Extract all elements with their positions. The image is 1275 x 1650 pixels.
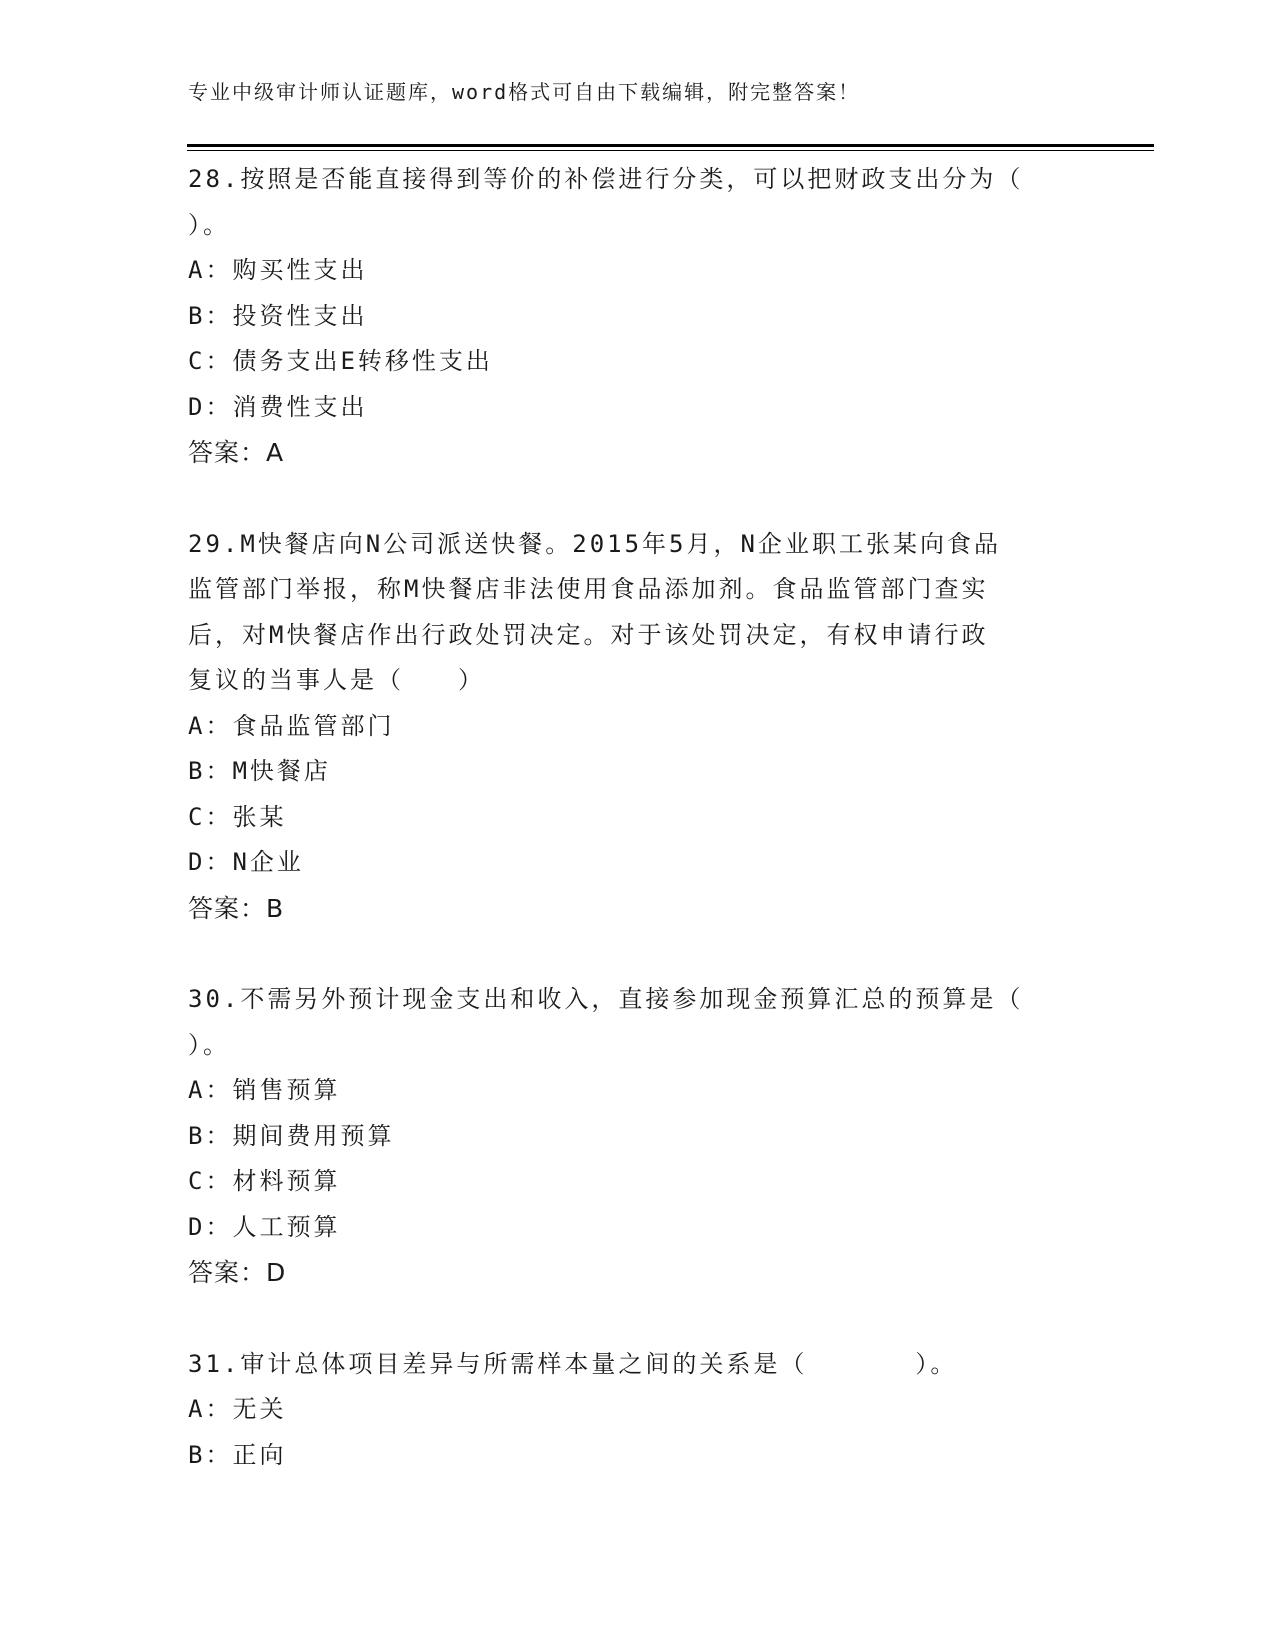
header-rule-thick xyxy=(187,144,1154,147)
header-rule-thin xyxy=(187,150,1154,151)
option-c: C：张某 xyxy=(188,802,287,831)
option-b: B：投资性支出 xyxy=(188,301,368,330)
option-b: B：期间费用预算 xyxy=(188,1121,395,1150)
question-29 xyxy=(188,522,1088,932)
question-text-line: 复议的当事人是（ ） xyxy=(188,666,485,694)
question-spacer xyxy=(188,1296,1088,1342)
option-b: B：正向 xyxy=(188,1440,287,1469)
question-text-line: 28.按照是否能直接得到等价的补偿进行分类，可以把财政支出分为（ xyxy=(188,165,1024,193)
option-d: D：N企业 xyxy=(188,848,304,876)
option-c: C：材料预算 xyxy=(188,1167,341,1195)
option-d: D：消费性支出 xyxy=(188,392,368,421)
answer-line: 答案：A xyxy=(188,438,285,467)
answer-line: 答案：D xyxy=(188,1258,287,1287)
question-text-line: 29.M快餐店向N公司派送快餐。2015年5月，N企业职工张某向食品 xyxy=(188,529,1001,558)
question-30 xyxy=(188,977,1088,1296)
question-text-line: 31.审计总体项目差异与所需样本量之间的关系是（ ）。 xyxy=(188,1349,958,1378)
question-spacer xyxy=(188,476,1088,522)
option-a: A：销售预算 xyxy=(188,1076,341,1104)
option-a: A：购买性支出 xyxy=(188,256,368,284)
header-note: 专业中级审计师认证题库，word格式可自由下载编辑，附完整答案！ xyxy=(188,80,861,104)
answer-line: 答案：B xyxy=(188,893,285,923)
question-28 xyxy=(188,157,1088,476)
question-text-line: 监管部门举报，称M快餐店非法使用食品添加剂。食品监管部门查实 xyxy=(188,575,989,603)
question-text-line: ）。 xyxy=(188,1030,230,1059)
option-c: C：债务支出E转移性支出 xyxy=(188,347,493,375)
question-text-line: ）。 xyxy=(188,210,230,239)
option-a: A：食品监管部门 xyxy=(188,711,395,740)
question-spacer xyxy=(188,931,1088,977)
question-list xyxy=(188,157,1088,1478)
question-text-line: 30.不需另外预计现金支出和收入，直接参加现金预算汇总的预算是（ xyxy=(188,985,1024,1013)
option-a: A：无关 xyxy=(188,1395,287,1423)
option-d: D：人工预算 xyxy=(188,1212,341,1241)
option-b: B：M快餐店 xyxy=(188,757,331,785)
question-31 xyxy=(188,1342,1088,1479)
question-text-line: 后，对M快餐店作出行政处罚决定。对于该处罚决定，有权申请行政 xyxy=(188,620,989,649)
